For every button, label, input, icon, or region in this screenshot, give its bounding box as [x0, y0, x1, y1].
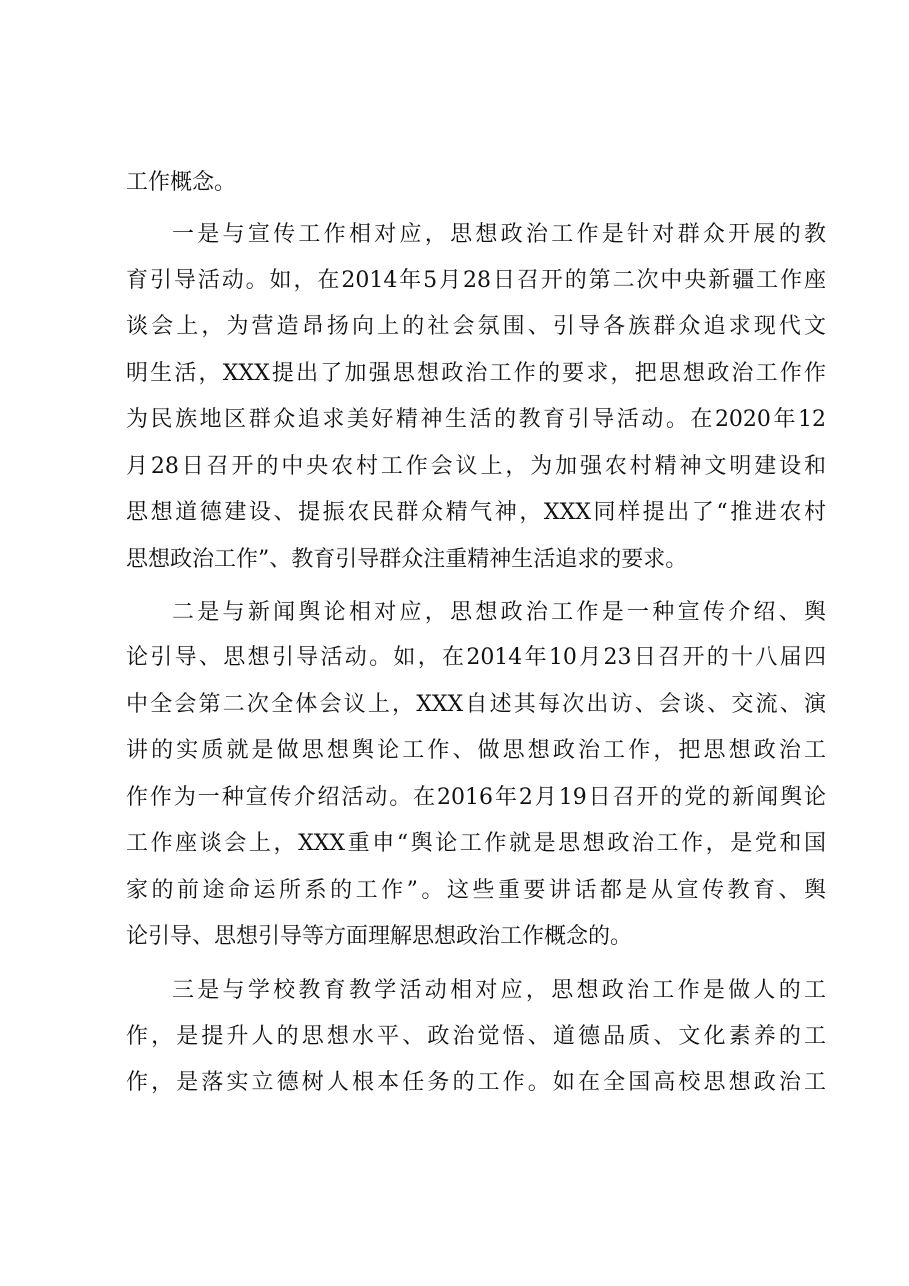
- text-line: 家的前途命运所系的工作”。这些重要讲话都是从宣传教育、舆: [126, 878, 826, 903]
- text-line: 论引导、思想引导等方面理解思想政治工作概念的。: [126, 924, 633, 949]
- text-line: 中全会第二次全体会议上，XXX自述其每次出访、会谈、交流、演: [126, 692, 826, 717]
- text-line: 谈会上，为营造昂扬向上的社会氛围、引导各族群众追求现代文: [126, 314, 826, 339]
- text-line: 为民族地区群众追求美好精神生活的教育引导活动。在2020年12: [126, 407, 826, 432]
- text-line: 工作概念。: [126, 170, 237, 195]
- paragraph-first-line: 一是与宣传工作相对应，思想政治工作是针对群众开展的教: [172, 222, 826, 247]
- text-line: 思想政治工作”、教育引导群众注重精神生活追求的要求。: [126, 547, 688, 572]
- text-line: 讲的实质就是做思想舆论工作、做思想政治工作，把思想政治工: [126, 738, 826, 763]
- text-line: 论引导、思想引导活动。如，在2014年10月23日召开的十八届四: [126, 645, 826, 670]
- paragraph-first-line: 三是与学校教育教学活动相对应，思想政治工作是做人的工: [172, 978, 826, 1003]
- text-line: 月28日召开的中央农村工作会议上，为加强农村精神文明建设和: [126, 454, 826, 479]
- paragraph-first-line: 二是与新闻舆论相对应，思想政治工作是一种宣传介绍、舆: [172, 600, 826, 625]
- text-line: 工作座谈会上，XXX重申“舆论工作就是思想政治工作，是党和国: [126, 831, 826, 856]
- text-line: 作，是提升人的思想水平、政治觉悟、道德品质、文化素养的工: [126, 1024, 826, 1049]
- text-line: 育引导活动。如，在2014年5月28日召开的第二次中央新疆工作座: [126, 268, 826, 293]
- text-line: 作，是落实立德树人根本任务的工作。如在全国高校思想政治工: [126, 1070, 826, 1095]
- text-line: 明生活，XXX提出了加强思想政治工作的要求，把思想政治工作作: [126, 361, 826, 386]
- text-line: 作作为一种宣传介绍活动。在2016年2月19日召开的党的新闻舆论: [126, 785, 826, 810]
- text-line: 思想道德建设、提振农民群众精气神，XXX同样提出了“推进农村: [126, 500, 826, 525]
